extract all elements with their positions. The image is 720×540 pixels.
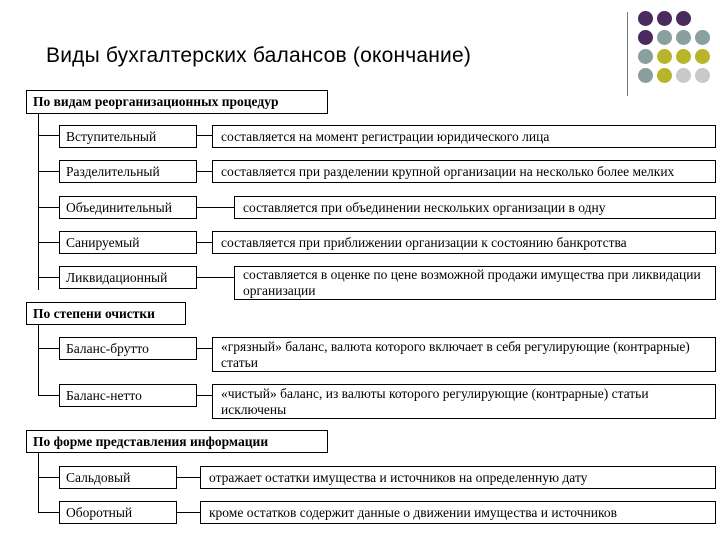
- dot: [695, 68, 710, 83]
- decorative-dots: [638, 11, 710, 95]
- tree-trunk: [38, 453, 39, 513]
- balance-type-box: Объединительный: [59, 196, 197, 219]
- dot: [657, 68, 672, 83]
- dot: [695, 49, 710, 64]
- description-box: составляется на момент регистрации юридического лица: [212, 125, 716, 148]
- desc-connector: [197, 348, 212, 349]
- desc-connector: [177, 512, 200, 513]
- dot: [638, 11, 653, 26]
- tree-trunk: [38, 114, 39, 290]
- desc-connector: [197, 171, 212, 172]
- dot: [638, 30, 653, 45]
- page-title: Виды бухгалтерских балансов (окончание): [46, 44, 472, 67]
- description-box: составляется при разделении крупной организации на несколько более мелких: [212, 160, 716, 183]
- section-header-cleanliness: По степени очистки: [26, 302, 186, 325]
- branch-connector: [38, 171, 59, 172]
- desc-connector: [197, 242, 212, 243]
- branch-connector: [38, 477, 59, 478]
- desc-connector: [197, 207, 234, 208]
- tree-trunk: [38, 325, 39, 395]
- branch-connector: [38, 348, 59, 349]
- description-box: «чистый» баланс, из валюты которого регулирующие (контрарные) статьи исключены: [212, 384, 716, 419]
- balance-type-box: Сальдовый: [59, 466, 177, 489]
- dot: [657, 11, 672, 26]
- desc-connector: [197, 135, 212, 136]
- branch-connector: [38, 207, 59, 208]
- branch-connector: [38, 135, 59, 136]
- description-box: отражает остатки имущества и источников на определенную дату: [200, 466, 716, 489]
- description-box: составляется в оценке по цене возможной продажи имущества при ликвидации организации: [234, 266, 716, 300]
- dot: [676, 30, 691, 45]
- desc-connector: [197, 395, 212, 396]
- balance-type-box: Вступительный: [59, 125, 197, 148]
- branch-connector: [38, 277, 59, 278]
- balance-type-box: Баланс-брутто: [59, 337, 197, 360]
- balance-type-box: Ликвидационный: [59, 266, 197, 289]
- description-box: составляется при приближении организации к состоянию банкротства: [212, 231, 716, 254]
- dot: [638, 49, 653, 64]
- dot: [695, 30, 710, 45]
- desc-connector: [177, 477, 200, 478]
- desc-connector: [197, 277, 234, 278]
- section-header-presentation: По форме представления информации: [26, 430, 328, 453]
- dot: [676, 68, 691, 83]
- description-box: составляется при объединении нескольких организации в одну: [234, 196, 716, 219]
- balance-type-box: Санируемый: [59, 231, 197, 254]
- balance-type-box: Оборотный: [59, 501, 177, 524]
- dot: [657, 30, 672, 45]
- balance-type-box: Баланс-нетто: [59, 384, 197, 407]
- dot: [657, 49, 672, 64]
- branch-connector: [38, 242, 59, 243]
- section-header-reorganization: По видам реорганизационных процедур: [26, 90, 328, 114]
- branch-connector: [38, 395, 59, 396]
- dot: [638, 68, 653, 83]
- dot: [676, 49, 691, 64]
- branch-connector: [38, 512, 59, 513]
- balance-type-box: Разделительный: [59, 160, 197, 183]
- title-divider: [627, 12, 628, 96]
- dot: [676, 11, 691, 26]
- description-box: кроме остатков содержит данные о движении имущества и источников: [200, 501, 716, 524]
- description-box: «грязный» баланс, валюта которого включает в себя регулирующие (контрарные) статьи: [212, 337, 716, 372]
